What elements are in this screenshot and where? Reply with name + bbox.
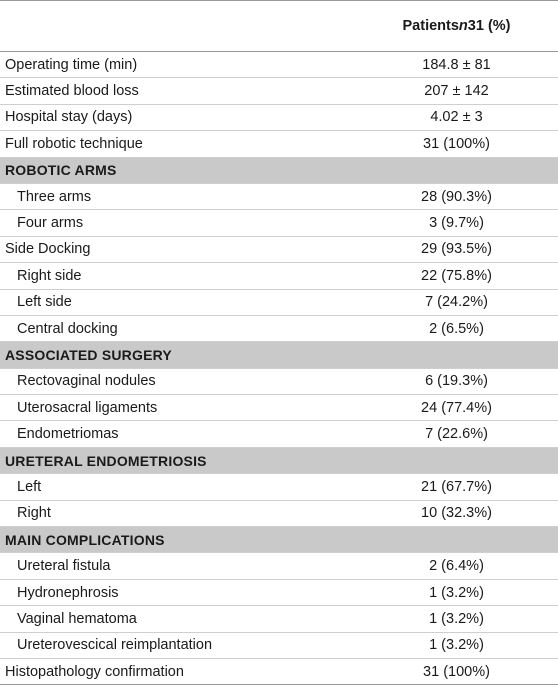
table-row <box>0 131 558 157</box>
table-row <box>0 237 558 263</box>
table-row <box>0 184 558 210</box>
table-row <box>0 501 558 527</box>
row-value: 2 (6.5%) <box>429 320 484 337</box>
row-label: Right side <box>17 267 82 284</box>
table-row <box>0 105 558 131</box>
table-row <box>0 78 558 104</box>
section-header-row <box>0 158 558 184</box>
table-row <box>0 263 558 289</box>
row-label: Ureteral fistula <box>17 558 111 575</box>
row-label: Hydronephrosis <box>17 584 119 601</box>
table-row <box>0 474 558 500</box>
row-value: 1 (3.2%) <box>429 637 484 654</box>
section-title: MAIN COMPLICATIONS <box>5 531 165 548</box>
table-row <box>0 395 558 421</box>
row-value: 184.8 ± 81 <box>422 56 491 73</box>
row-label: Histopathology confirmation <box>5 663 184 680</box>
row-value: 21 (67.7%) <box>421 478 492 495</box>
row-value: 29 (93.5%) <box>421 241 492 258</box>
table-row <box>0 659 558 685</box>
patients-column-header <box>355 1 558 51</box>
row-label: Side Docking <box>5 241 91 258</box>
table-row <box>0 633 558 659</box>
table-row <box>0 369 558 395</box>
table-row <box>0 210 558 236</box>
header-n: n <box>458 18 468 34</box>
row-label: Vaginal hematoma <box>17 610 137 627</box>
row-value: 28 (90.3%) <box>421 188 492 205</box>
row-value: 7 (24.2%) <box>425 294 488 311</box>
row-label: Operating time (min) <box>5 56 138 73</box>
section-header-row <box>0 342 558 368</box>
row-label: Full robotic technique <box>5 135 143 152</box>
row-label: Ureterovescical reimplantation <box>17 637 213 654</box>
section-header-row <box>0 527 558 553</box>
row-value: 31 (100%) <box>423 135 490 152</box>
row-label: Right <box>17 505 51 522</box>
row-value: 2 (6.4%) <box>429 558 484 575</box>
section-title: ROBOTIC ARMS <box>5 162 117 179</box>
table-row <box>0 553 558 579</box>
header-suffix: 31 (%) <box>467 18 511 34</box>
section-header-row <box>0 448 558 474</box>
row-label: Endometriomas <box>17 426 119 443</box>
table-row <box>0 52 558 78</box>
table-row <box>0 421 558 447</box>
row-value: 6 (19.3%) <box>425 373 488 390</box>
table-row <box>0 290 558 316</box>
row-label: Three arms <box>17 188 92 205</box>
row-label: Estimated blood loss <box>5 83 139 100</box>
row-value: 1 (3.2%) <box>429 584 484 601</box>
header-prefix: Patients <box>402 18 459 34</box>
row-label: Left side <box>17 294 72 311</box>
row-label: Left <box>17 478 42 495</box>
row-value: 3 (9.7%) <box>429 215 484 232</box>
row-value: 1 (3.2%) <box>429 610 484 627</box>
section-title: ASSOCIATED SURGERY <box>5 346 172 363</box>
row-value: 4.02 ± 3 <box>430 109 483 126</box>
section-title: URETERAL ENDOMETRIOSIS <box>5 452 207 469</box>
row-value: 31 (100%) <box>423 663 490 680</box>
row-value: 207 ± 142 <box>424 83 489 100</box>
row-value: 10 (32.3%) <box>421 505 492 522</box>
row-label: Uterosacral ligaments <box>17 399 158 416</box>
row-label: Hospital stay (days) <box>5 109 133 126</box>
row-value: 7 (22.6%) <box>425 426 488 443</box>
table-row <box>0 580 558 606</box>
row-label: Rectovaginal nodules <box>17 373 156 390</box>
row-value: 22 (75.8%) <box>421 267 492 284</box>
row-label: Central docking <box>17 320 118 337</box>
table-header <box>0 0 558 52</box>
table-row <box>0 316 558 342</box>
table-row <box>0 606 558 632</box>
row-value: 24 (77.4%) <box>421 399 492 416</box>
table-body <box>0 52 558 685</box>
row-label: Four arms <box>17 215 84 232</box>
